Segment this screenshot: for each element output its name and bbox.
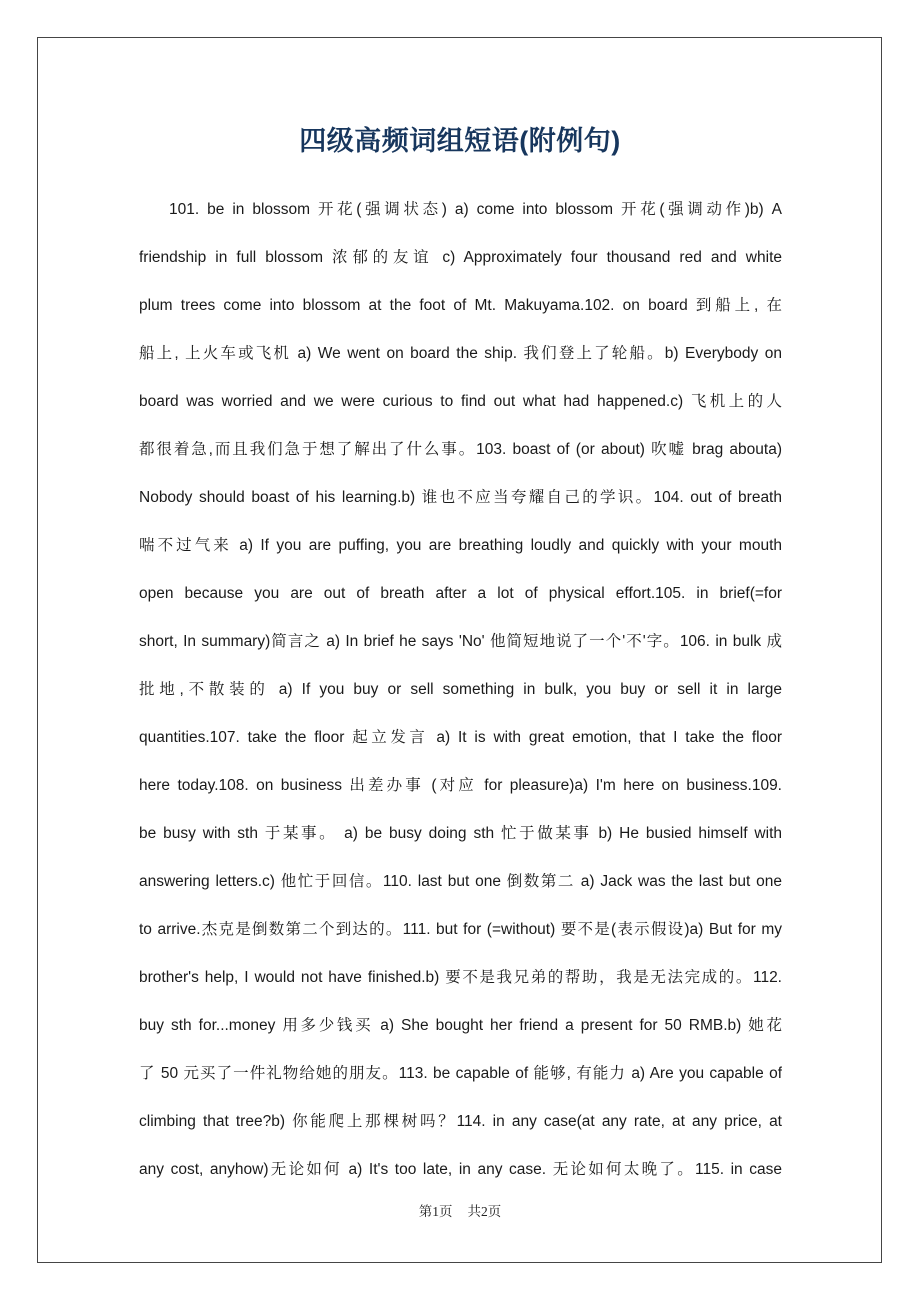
text-line: 船上, 上火车或飞机 a) We went on board the ship. 我们登上了轮船。b) Everybody on xyxy=(139,345,782,362)
text-line: friendship in full blossom 浓郁的友谊 c) Approximately four thousand red and white xyxy=(139,249,782,266)
text-line: 了 50 元买了一件礼物给她的朋友。113. be capable of 能够, 有能力 a) Are you capable of xyxy=(139,1065,782,1082)
document-body xyxy=(139,186,782,1194)
text-line: buy sth for...money 用多少钱买 a) She bought her friend a present for 50 RMB.b) 她花 xyxy=(139,1017,782,1034)
text-line: 都很着急,而且我们急于想了解出了什么事。103. boast of (or about) 吹嘘 brag abouta) xyxy=(139,441,782,458)
text-line: answering letters.c) 他忙于回信。110. last but one 倒数第二 a) Jack was the last but one xyxy=(139,873,782,890)
page-number: 第1页 xyxy=(418,1204,453,1219)
text-line: open because you are out of breath after a lot of physical effort.105. in brief(=for xyxy=(139,585,782,602)
text-line: 批地,不散装的 a) If you buy or sell something in bulk, you buy or sell it in large xyxy=(139,681,782,698)
total-pages: 共2页 xyxy=(467,1204,502,1219)
page-title: 四级高频词组短语(附例句) xyxy=(299,126,621,156)
text-line: quantities.107. take the floor 起立发言 a) It is with great emotion, that I take the floor xyxy=(139,729,782,746)
text-line: short, In summary)简言之 a) In brief he says 'No' 他简短地说了一个'不'字。106. in bulk 成 xyxy=(139,633,782,650)
text-line: any cost, anyhow)无论如何 a) It's too late, in any case. 无论如何太晚了。115. in case xyxy=(139,1161,782,1178)
page-footer xyxy=(0,1202,920,1222)
text-line: 喘不过气来 a) If you are puffing, you are breathing loudly and quickly with your mouth xyxy=(139,537,782,554)
text-line: 101. be in blossom 开花(强调状态) a) come into blossom 开花(强调动作)b) A xyxy=(169,201,782,218)
text-line: brother's help, I would not have finished.b) 要不是我兄弟的帮助，我是无法完成的。112. xyxy=(139,969,782,986)
text-line: climbing that tree?b) 你能爬上那棵树吗？114. in any case(at any rate, at any price, at xyxy=(139,1113,782,1130)
text-line: board was worried and we were curious to find out what had happened.c) 飞机上的人 xyxy=(139,393,782,410)
text-line: be busy with sth 于某事。 a) be busy doing sth 忙于做某事 b) He busied himself with xyxy=(139,825,782,842)
text-line: Nobody should boast of his learning.b) 谁也不应当夸耀自己的学识。104. out of breath xyxy=(139,489,782,506)
text-line: to arrive.杰克是倒数第二个到达的。111. but for (=without) 要不是(表示假设)a) But for my xyxy=(139,921,782,938)
text-line: plum trees come into blossom at the foot of Mt. Makuyama.102. on board 到船上, 在 xyxy=(139,297,782,314)
text-line: here today.108. on business 出差办事 (对应 for pleasure)a) I'm here on business.109. xyxy=(139,777,782,794)
